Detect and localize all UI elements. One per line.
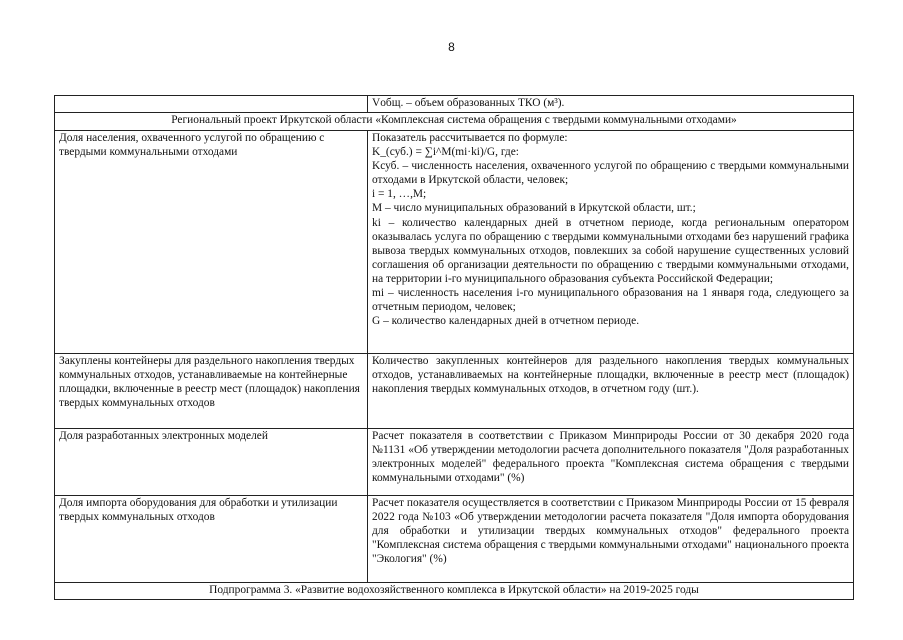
- indicator-name: Закуплены контейнеры для раздельного накопления твердых коммунальных отходов, устанавливаемые на контейнерные площадки, включенные в реестр мест (площадок) накопления твердых коммунальных отходов: [55, 354, 368, 429]
- table-row: [55, 354, 854, 429]
- right-cell: Vобщ. – объем образованных ТКО (м³).: [368, 96, 854, 113]
- indicator-method: Количество закупленных контейнеров для раздельного накопления твердых коммунальных отходов, устанавливаемых на контейнерные площадки, включенные в реестр мест (площадок) накопления твердых коммунальных отходов, в отчетном году (шт.).: [368, 354, 854, 429]
- page-number: 8: [448, 40, 455, 54]
- indicators-table: [54, 95, 854, 600]
- section-header-regional: Региональный проект Иркутской области «Комплексная система обращения с твердыми коммунальными отходами»: [55, 113, 854, 131]
- formula-line: K_(суб.) = ∑i^M(mi·ki)/G, где:: [372, 146, 519, 159]
- indicator-name: Доля населения, охваченного услугой по обращению с твердыми коммунальными отходами: [55, 131, 368, 354]
- indicator-name: Доля разработанных электронных моделей: [55, 429, 368, 496]
- indicator-name: Доля импорта оборудования для обработки и утилизации твердых коммунальных отходов: [55, 496, 368, 583]
- method-line: ki – количество календарных дней в отчетном периоде, когда региональным оператором оказывалась услуга по обращению с твердыми коммунальными отходами без нарушений графика вывоза твердых коммунальных отходов, повлекших за собой нарушение существенных условий соглашения об организации деятельности по обращению с твердыми коммунальными отходами, на территории i-го муниципального образования субъекта Российской Федерации;: [372, 216, 849, 285]
- table-row: [55, 429, 854, 496]
- table-row: [55, 131, 854, 354]
- section-row: [55, 113, 854, 131]
- left-cell-empty: [55, 96, 368, 113]
- indicator-method: Расчет показателя в соответствии с Приказом Минприроды России от 30 декабря 2020 года №1131 «Об утверждении методологии расчета дополнительного показателя "Доля разработанных электронных моделей" федерального проекта "Комплексная система обращения с твердыми коммунальными отходами" (%): [368, 429, 854, 496]
- indicator-method: [368, 131, 854, 354]
- method-line: Показатель рассчитывается по формуле:: [372, 132, 568, 144]
- method-line: mi – численность населения i-го муниципального образования на 1 января года, следующего за отчетным периодом, человек;: [372, 287, 849, 314]
- table-row: [55, 96, 854, 113]
- section-header-subprogram: Подпрограмма 3. «Развитие водохозяйственного комплекса в Иркутской области» на 2019-2025 годы: [55, 583, 854, 600]
- method-line: i = 1, …,M;: [372, 188, 427, 201]
- method-line: M – число муниципальных образований в Иркутской области, шт.;: [372, 202, 696, 215]
- method-line: G – количество календарных дней в отчетном периоде.: [372, 315, 640, 328]
- table-row: [55, 496, 854, 583]
- section-row: [55, 583, 854, 600]
- method-line: Kсуб. – численность населения, охваченного услугой по обращению с твердыми коммунальными отходами в Иркутской области, человек;: [372, 160, 849, 187]
- indicator-method: Расчет показателя осуществляется в соответствии с Приказом Минприроды России от 15 февраля 2022 года №103 «Об утверждении методологии расчета показателя "Доля импорта оборудования для обработки и утилизации твердых коммунальных отходов" федерального проекта "Комплексная система обращения с твердыми коммунальными отходами" национального проекта "Экология" (%): [368, 496, 854, 583]
